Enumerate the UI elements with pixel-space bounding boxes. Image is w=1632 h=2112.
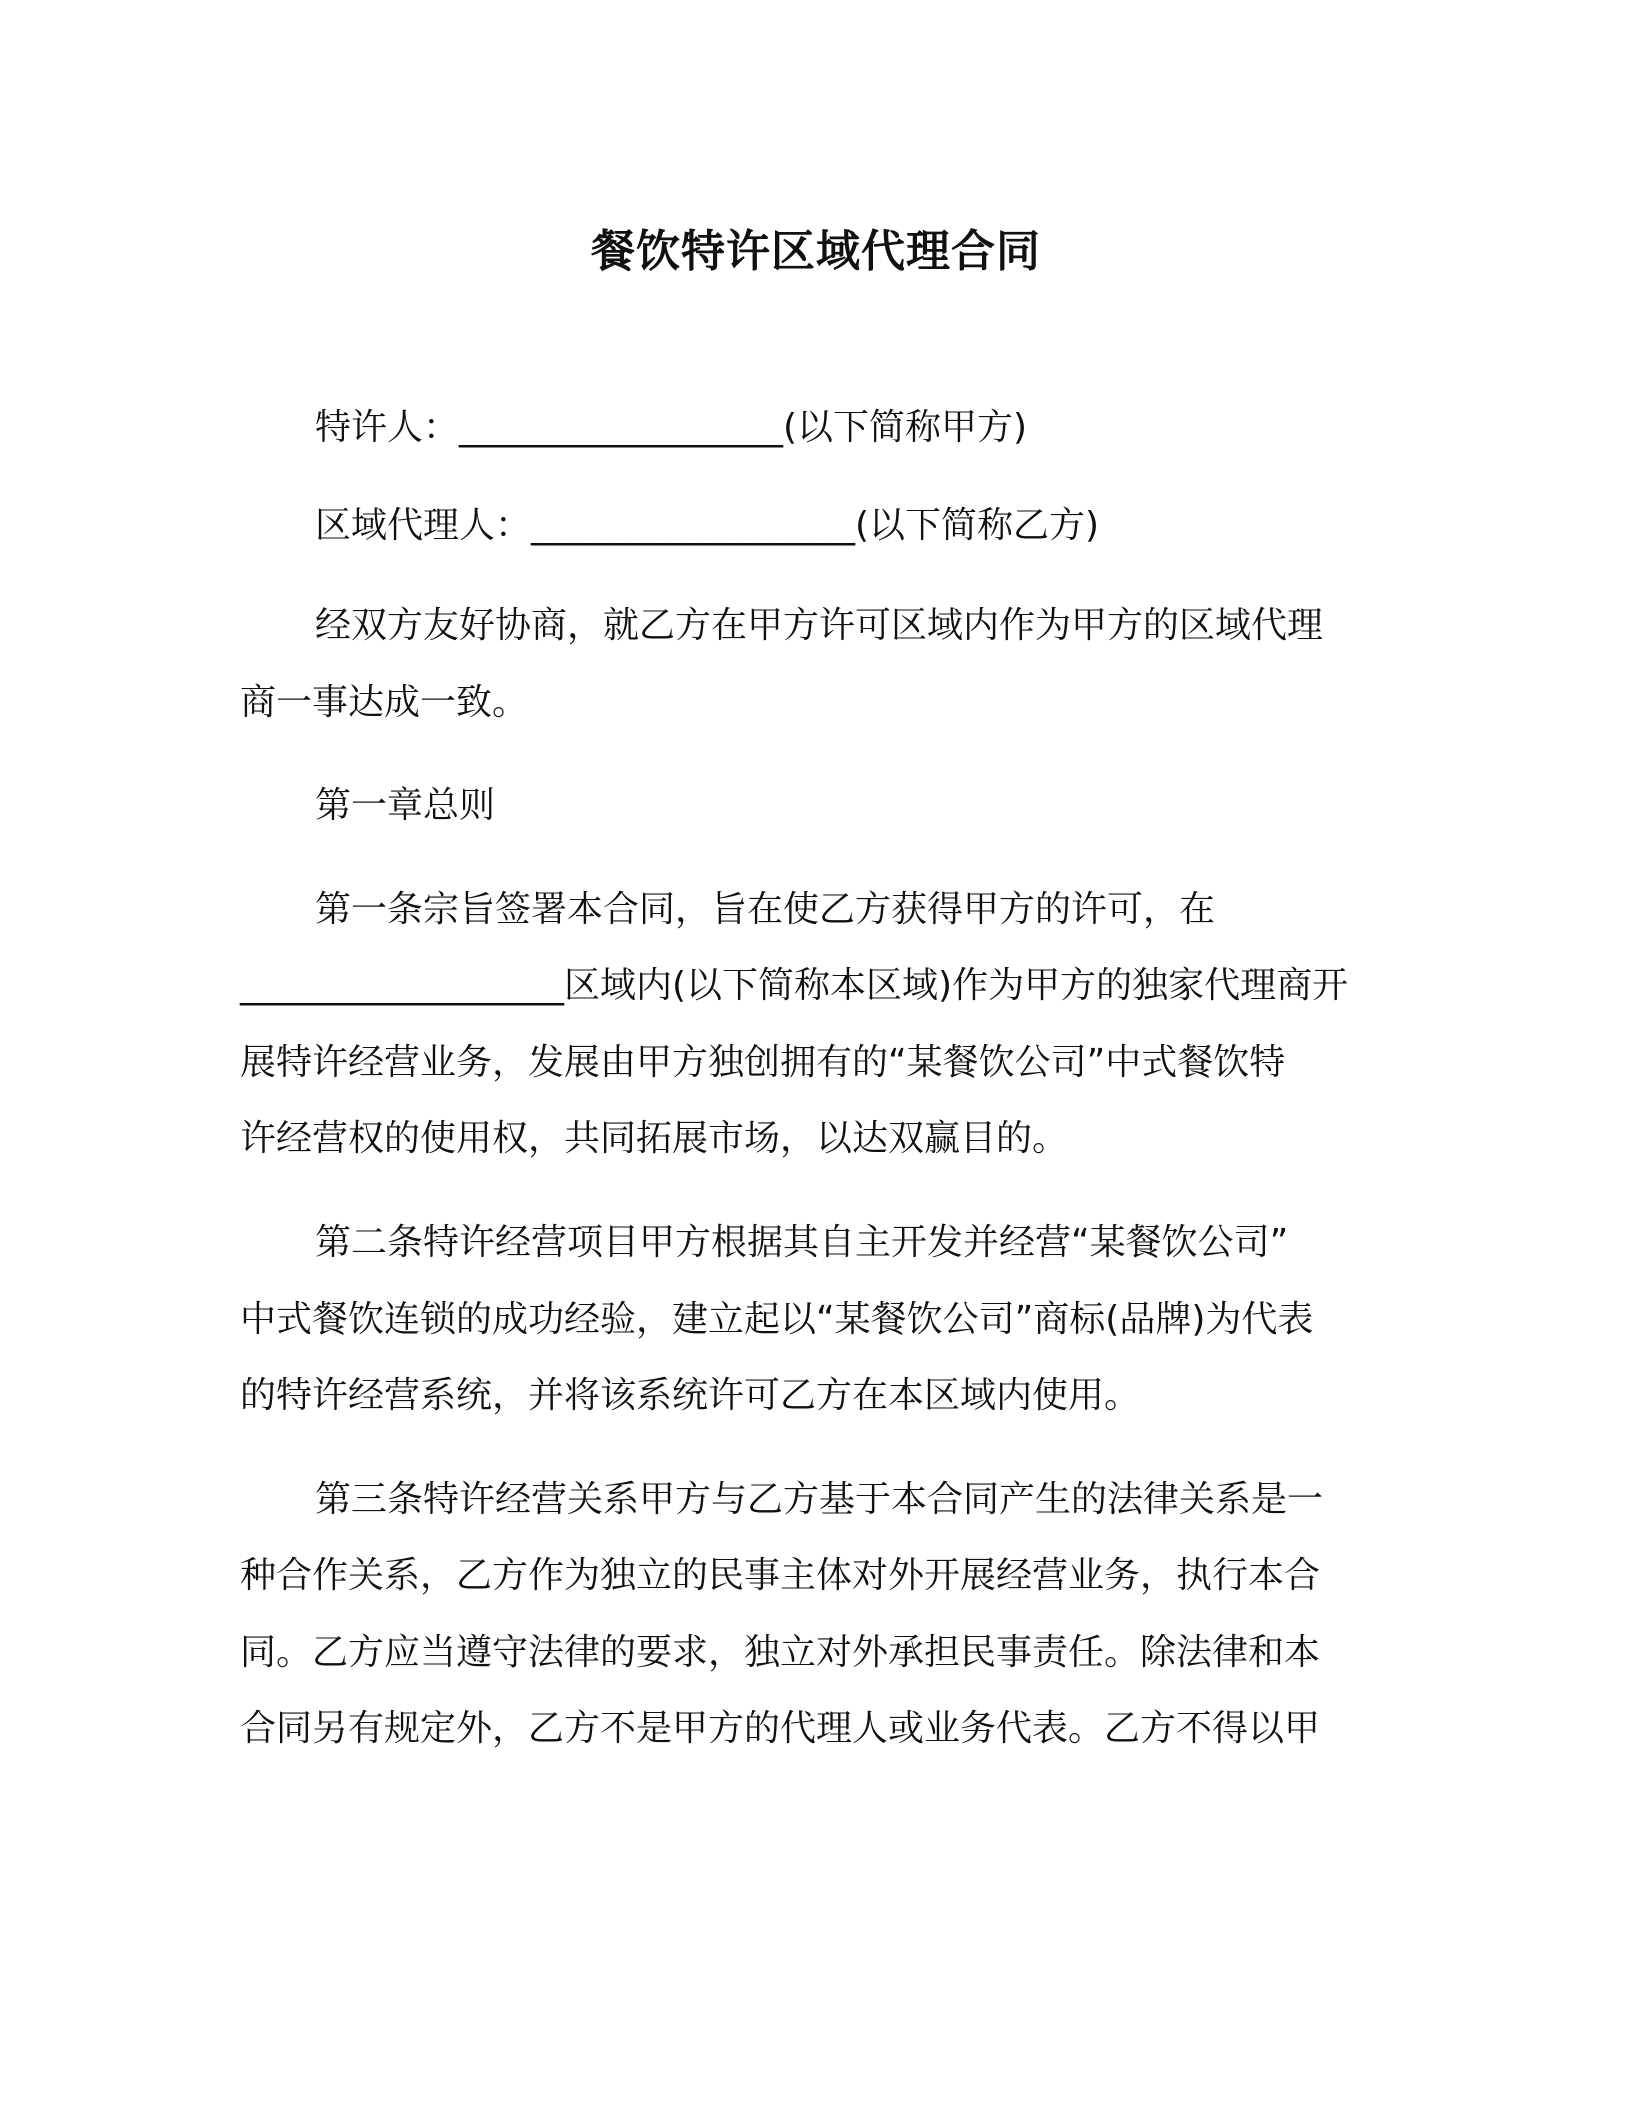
- article-2-line-3: 的特许经营系统，并将该系统许可乙方在本区域内使用。: [240, 1375, 1141, 1416]
- franchisor-line: 特许人：__________________(以下简称甲方): [315, 407, 1028, 448]
- preamble-line-2: 商一事达成一致。: [240, 682, 529, 723]
- article-3-line-3: 同。乙方应当遵守法律的要求，独立对外承担民事责任。除法律和本: [240, 1632, 1321, 1673]
- regional-agent-line: 区域代理人：__________________(以下简称乙方): [315, 505, 1100, 546]
- article-2-line-2: 中式餐饮连锁的成功经验，建立起以“某餐饮公司”商标(品牌)为代表: [240, 1299, 1314, 1340]
- article-3-line-1: 第三条特许经营关系甲方与乙方基于本合同产生的法律关系是一: [315, 1479, 1324, 1520]
- article-1-line-4: 许经营权的使用权，共同拓展市场，以达双赢目的。: [240, 1118, 1069, 1159]
- document-title: 餐饮特许区域代理合同: [591, 226, 1041, 277]
- article-2-line-1: 第二条特许经营项目甲方根据其自主开发并经营“某餐饮公司”: [315, 1222, 1289, 1263]
- article-1-line-1: 第一条宗旨签署本合同，旨在使乙方获得甲方的许可，在: [315, 889, 1216, 930]
- article-3-line-2: 种合作关系，乙方作为独立的民事主体对外开展经营业务，执行本合: [240, 1555, 1321, 1596]
- preamble-line-1: 经双方友好协商，就乙方在甲方许可区域内作为甲方的区域代理: [315, 605, 1324, 646]
- article-1-line-2: __________________区域内(以下简称本区域)作为甲方的独家代理商开: [240, 965, 1349, 1006]
- article-3-line-4: 合同另有规定外，乙方不是甲方的代理人或业务代表。乙方不得以甲: [240, 1708, 1321, 1749]
- chapter-heading: 第一章总则: [315, 785, 496, 826]
- article-1-line-3: 展特许经营业务，发展由甲方独创拥有的“某餐饮公司”中式餐饮特: [240, 1042, 1286, 1083]
